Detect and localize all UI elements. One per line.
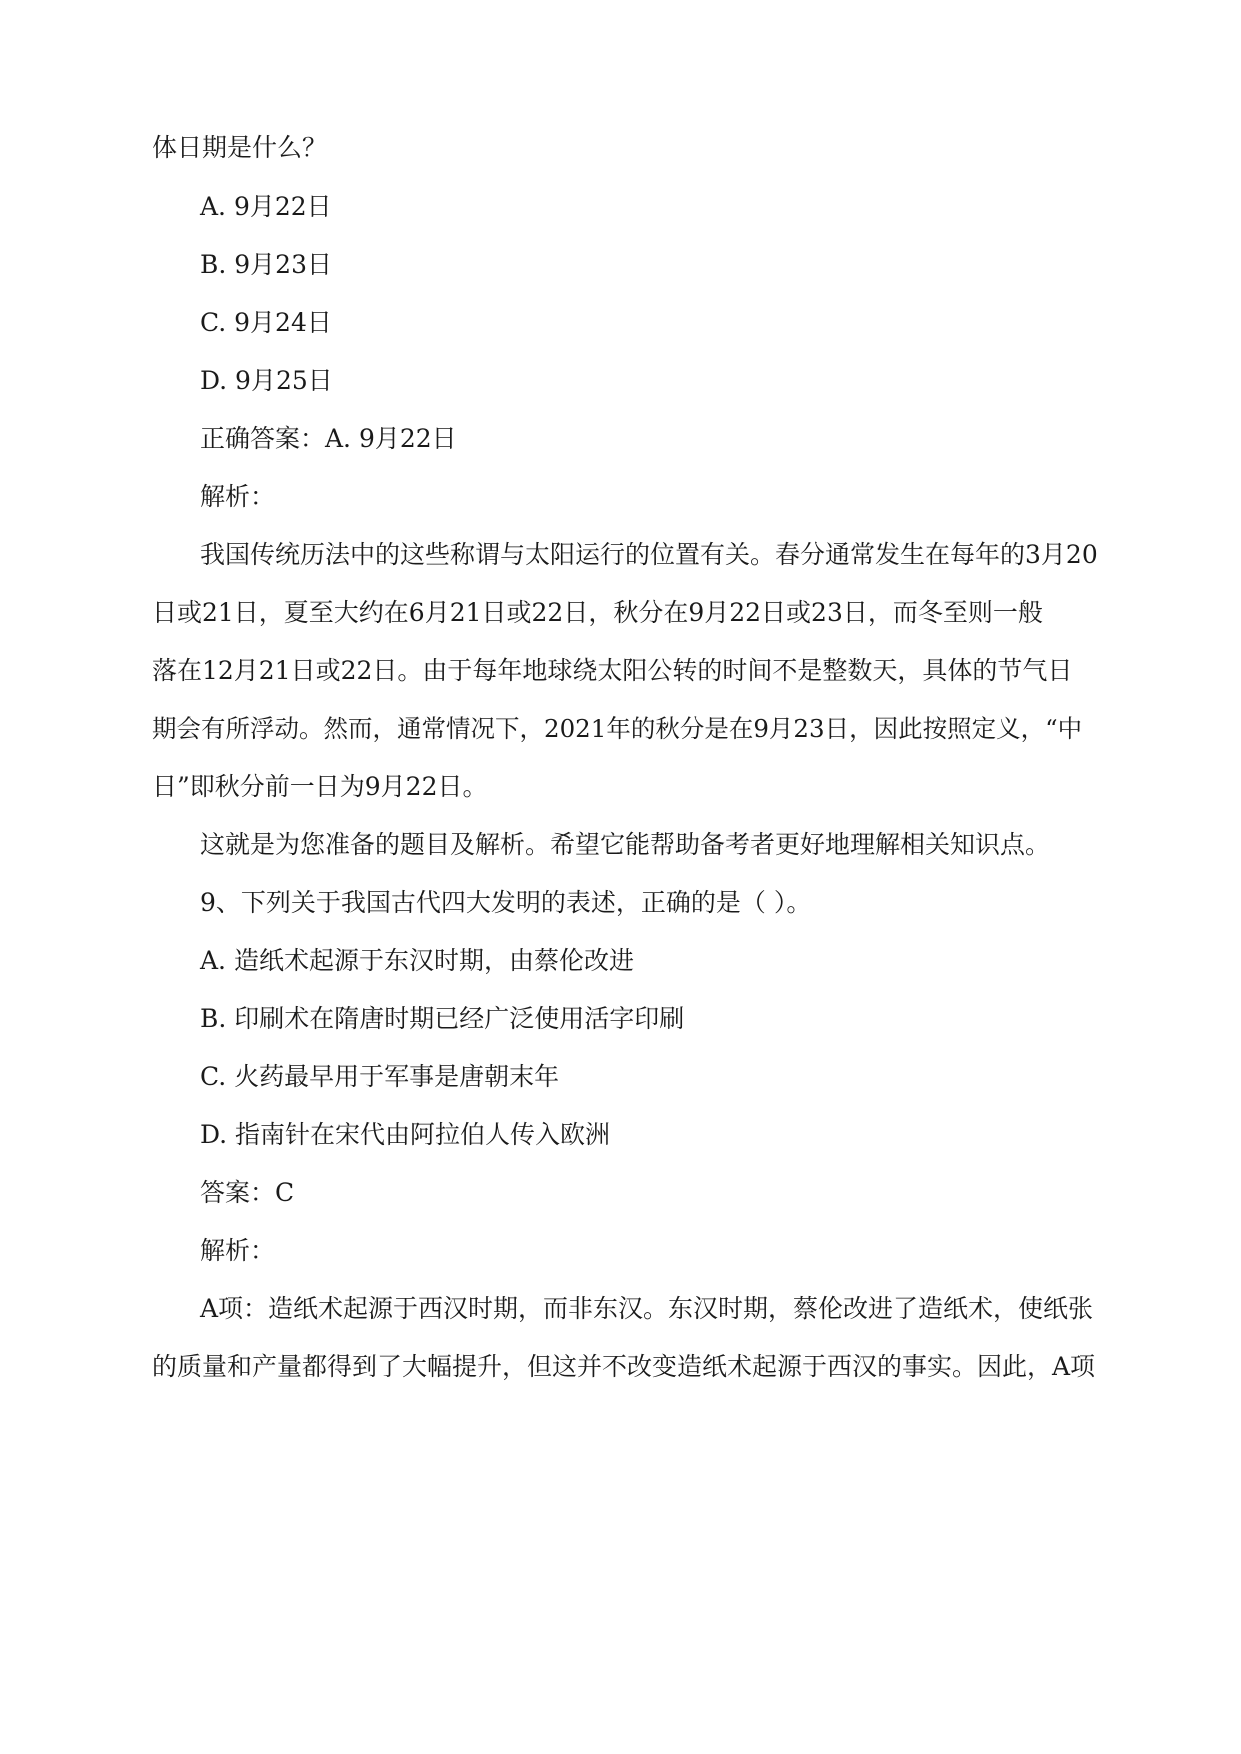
q8-analysis-line-3: 落在12月21日或22日。由于每年地球绕太阳公转的时间不是整数天，具体的节气日 (152, 656, 1073, 685)
q9-option-b: B. 印刷术在隋唐时期已经广泛使用活字印刷 (200, 1004, 685, 1033)
q8-correct-answer: 正确答案：A. 9月22日 (200, 424, 457, 453)
q9-option-a: A. 造纸术起源于东汉时期，由蔡伦改进 (200, 946, 634, 975)
q9-option-c: C. 火药最早用于军事是唐朝末年 (200, 1062, 560, 1091)
q8-option-b: B. 9月23日 (200, 250, 332, 279)
question-9: 9、下列关于我国古代四大发明的表述，正确的是（ ）。 (200, 888, 812, 917)
q8-analysis-line-1: 我国传统历法中的这些称谓与太阳运行的位置有关。春分通常发生在每年的3月20 (200, 540, 1098, 569)
q8-analysis-line-2: 日或21日，夏至大约在6月21日或22日，秋分在9月22日或23日，而冬至则一般 (152, 598, 1043, 627)
question-8-tail: 体日期是什么？ (152, 133, 328, 162)
q8-option-c: C. 9月24日 (200, 308, 332, 337)
q8-analysis-line-4: 期会有所浮动。然而，通常情况下，2021年的秋分是在9月23日，因此按照定义，“中 (152, 714, 1083, 743)
q9-option-d: D. 指南针在宋代由阿拉伯人传入欧洲 (200, 1120, 611, 1149)
q9-analysis-line-1: A项：造纸术起源于西汉时期，而非东汉。东汉时期，蔡伦改进了造纸术，使纸张 (200, 1294, 1094, 1323)
q8-option-a: A. 9月22日 (200, 192, 332, 221)
q8-analysis-line-5: 日”即秋分前一日为9月22日。 (152, 772, 488, 801)
q9-analysis-label: 解析： (200, 1236, 276, 1265)
closing-note: 这就是为您准备的题目及解析。希望它能帮助备考者更好地理解相关知识点。 (200, 830, 1051, 859)
q8-analysis-label: 解析： (200, 482, 276, 511)
q9-answer: 答案：C (200, 1178, 295, 1207)
q9-analysis-line-2: 的质量和产量都得到了大幅提升，但这并不改变造纸术起源于西汉的事实。因此，A项 (152, 1352, 1096, 1381)
q8-option-d: D. 9月25日 (200, 366, 333, 395)
